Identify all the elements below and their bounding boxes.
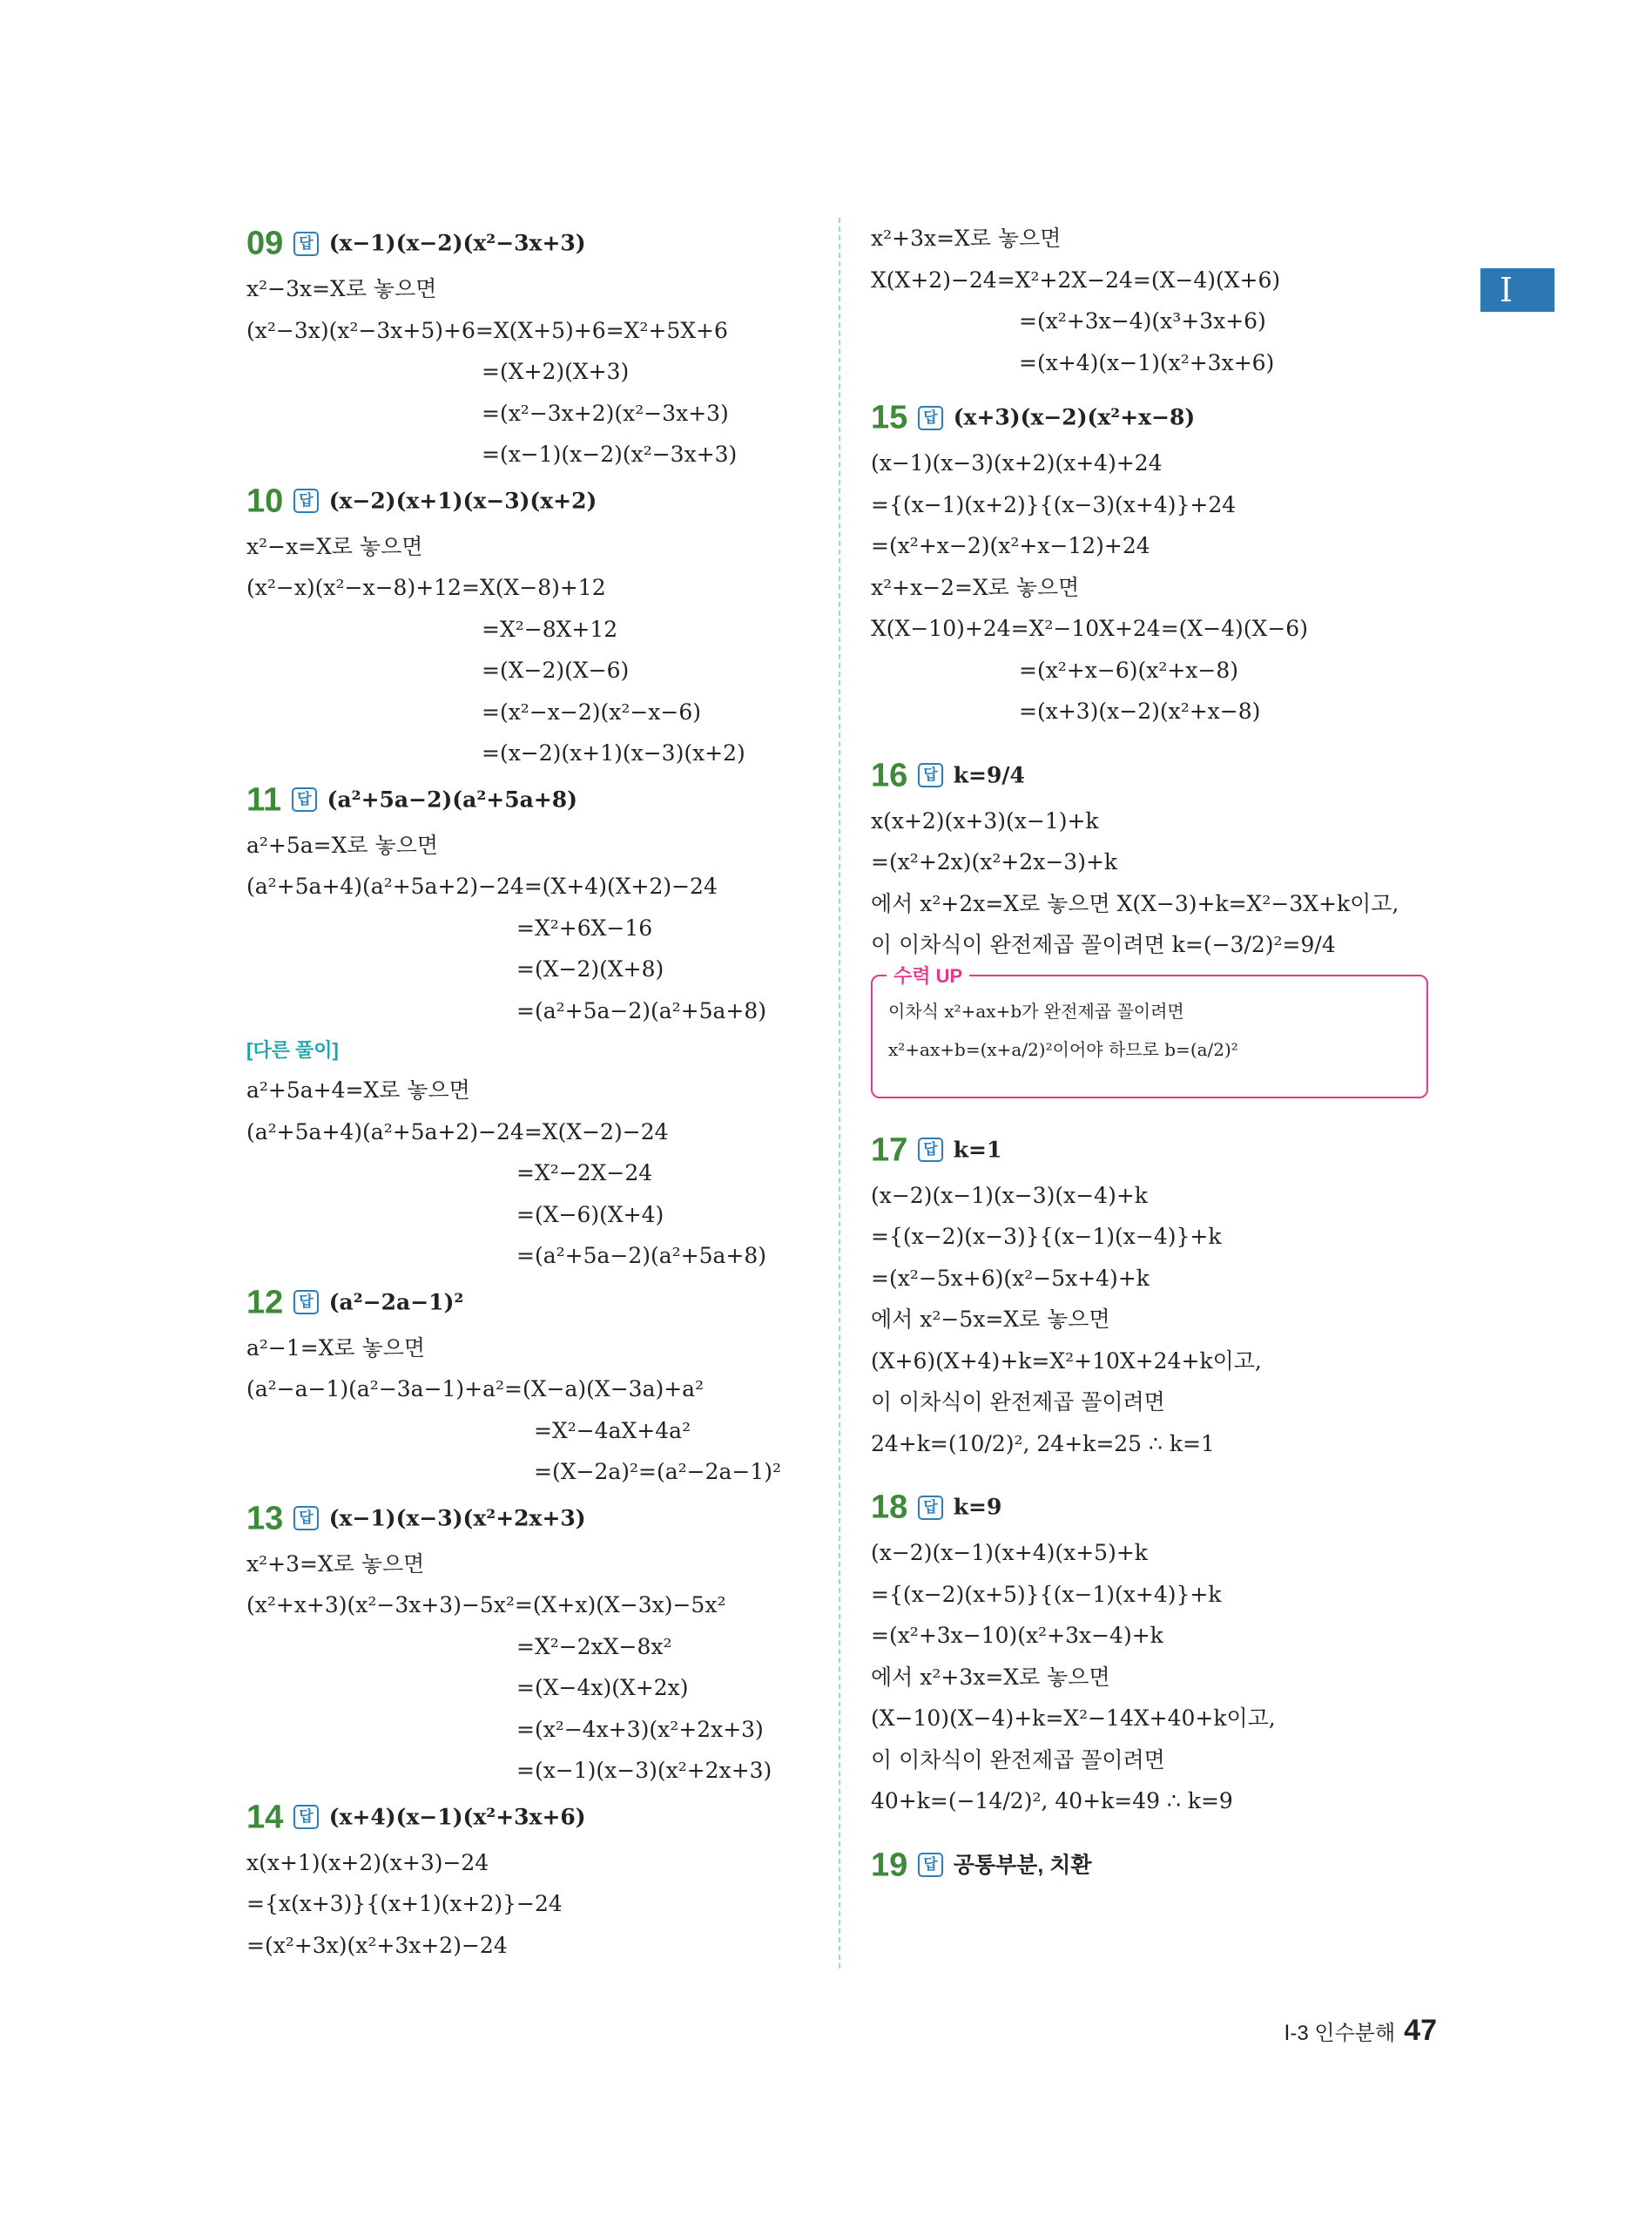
solution-line: =(x²−3x+2)(x²−3x+3) (482, 400, 729, 426)
solution-line: =(x−1)(x−2)(x²−3x+3) (482, 442, 738, 467)
problem-number: 14 (246, 1799, 284, 1835)
solution-line: (x²−3x)(x²−3x+5)+6=X(X+5)+6=X²+5X+6 (246, 317, 728, 343)
answer: (x+4)(x−1)(x²+3x+6) (328, 1804, 586, 1829)
solution-line: (a²+5a+4)(a²+5a+2)−24=(X+4)(X+2)−24 (246, 874, 718, 899)
solution-line: x²+3=X로 놓으면 (246, 1550, 425, 1577)
answer: k=9/4 (953, 762, 1025, 787)
solution-line: ={x(x+3)}{(x+1)(x+2)}−24 (246, 1891, 563, 1916)
solution-line: (x−2)(x−1)(x−3)(x−4)+k (871, 1182, 1148, 1208)
solution-line: (a²+5a+4)(a²+5a+2)−24=X(X−2)−24 (246, 1118, 669, 1145)
solution-line: (x−1)(x−3)(x+2)(x+4)+24 (871, 450, 1163, 476)
answer-tag: 답 (918, 763, 942, 787)
problem-19-header (871, 1840, 1428, 1890)
solution-line: 이 이차식이 완전제곱 꼴이려면 k=(−3/2)²=9/4 (871, 932, 1336, 957)
solution-line: =(x−1)(x−3)(x²+2x+3) (516, 1758, 772, 1783)
solution-line: =(X−4x)(X+2x) (516, 1675, 689, 1700)
solution-line: =(x+3)(x−2)(x²+x−8) (1019, 699, 1261, 724)
problem-09-header (246, 218, 821, 268)
answer-tag: 답 (292, 787, 316, 812)
problem-number: 18 (871, 1489, 908, 1526)
solution-line: x²−x=X로 놓으면 (246, 533, 423, 559)
tip-box-title: 수력 UP (887, 962, 969, 989)
problem-15-header (871, 392, 1428, 442)
solution-line: =(x−2)(x+1)(x−3)(x+2) (482, 740, 745, 766)
answer: k=9 (953, 1494, 1002, 1520)
problem-number: 09 (246, 225, 284, 262)
solution-line: x(x+2)(x+3)(x−1)+k (871, 807, 1099, 834)
problem-number: 13 (246, 1500, 284, 1536)
solution-line: 40+k=(−14/2)², 40+k=49 ∴ k=9 (871, 1788, 1233, 1813)
answer-tag: 답 (918, 1138, 942, 1162)
solution-line: (X+6)(X+4)+k=X²+10X+24+k이고, (871, 1347, 1262, 1374)
answer-tag: 답 (918, 1853, 942, 1877)
solution-line: ={(x−1)(x+2)}{(x−3)(x+4)}+24 (871, 491, 1237, 517)
solution-line: a²−1=X로 놓으면 (246, 1334, 426, 1361)
solution-line: (x²+x+3)(x²−3x+3)−5x²=(X+x)(X−3x)−5x² (246, 1592, 726, 1617)
solution-line: x²+x−2=X로 놓으면 (871, 574, 1080, 600)
solution-line: =(x²+3x−4)(x³+3x+6) (1019, 308, 1266, 334)
solution-line: =X²−8X+12 (482, 616, 618, 642)
right-column (871, 218, 1428, 1890)
solution-line: =(a²+5a−2)(a²+5a+8) (516, 1243, 767, 1268)
page-number: 47 (1404, 2014, 1437, 2047)
answer-tag: 답 (293, 489, 318, 513)
solution-line: x²+3x=X로 놓으면 (871, 226, 1062, 251)
solution-line: =(X−2a)²=(a²−2a−1)² (534, 1459, 782, 1484)
answer: k=1 (953, 1137, 1002, 1162)
solution-line: 에서 x²+3x=X로 놓으면 (871, 1664, 1110, 1690)
chapter-tab (1480, 268, 1554, 312)
problem-number: 17 (871, 1131, 908, 1168)
solution-line: 이 이차식이 완전제곱 꼴이려면 (871, 1746, 1165, 1773)
answer-tag: 답 (293, 1506, 318, 1530)
problem-number: 19 (871, 1847, 908, 1883)
problem-number: 11 (246, 781, 282, 818)
solution-line: =(x²+3x−10)(x²+3x−4)+k (871, 1623, 1163, 1648)
solution-line: ={(x−2)(x+5)}{(x−1)(x+4)}+k (871, 1581, 1222, 1607)
solution-line: =(X−2)(X−6) (482, 658, 630, 683)
solution-line: =(x+4)(x−1)(x²+3x+6) (1019, 349, 1275, 375)
tip-box (871, 964, 1428, 1098)
problem-13-header (246, 1493, 821, 1543)
problem-number: 15 (871, 399, 908, 436)
solution-line: (a²−a−1)(a²−3a−1)+a²=(X−a)(X−3a)+a² (246, 1376, 705, 1401)
solution-line: X(X−10)+24=X²−10X+24=(X−4)(X−6) (871, 616, 1308, 641)
solution-line: =X²+6X−16 (516, 915, 653, 941)
solution-line: =(x²+2x)(x²+2x−3)+k (871, 849, 1118, 875)
problem-number: 16 (871, 757, 908, 793)
solution-line: a²+5a+4=X로 놓으면 (246, 1077, 470, 1103)
answer: (a²+5a−2)(a²+5a+8) (327, 787, 577, 812)
solution-line: =(x²+3x)(x²+3x+2)−24 (246, 1932, 508, 1958)
solution-line: ={(x−2)(x−3)}{(x−1)(x−4)}+k (871, 1224, 1222, 1249)
solution-line: a²+5a=X로 놓으면 (246, 832, 438, 858)
answer: (a²−2a−1)² (328, 1289, 464, 1314)
problem-17-header (871, 1124, 1428, 1175)
answer-tag: 답 (918, 1496, 942, 1520)
solution-line: =X²−4aX+4a² (534, 1417, 691, 1443)
answer: (x−2)(x+1)(x−3)(x+2) (328, 488, 597, 513)
page-footer (1263, 2014, 1437, 2048)
solution-line: =(x²+x−2)(x²+x−12)+24 (871, 533, 1150, 558)
answer-tag: 답 (293, 232, 318, 256)
tip-line: 이차식 x²+ax+b가 완전제곱 꼴이려면 (888, 1000, 1184, 1022)
solution-line: 24+k=(10/2)², 24+k=25 ∴ k=1 (871, 1430, 1215, 1456)
chapter-tab-label: I (1500, 271, 1514, 309)
problem-10-header (246, 476, 821, 526)
solution-line: x²−3x=X로 놓으면 (246, 276, 437, 301)
solution-line: =(X−6)(X+4) (516, 1201, 664, 1227)
problem-12-header (246, 1277, 821, 1327)
solution-line: 이 이차식이 완전제곱 꼴이려면 (871, 1389, 1165, 1415)
solution-line: =(x²−x−2)(x²−x−6) (482, 699, 702, 725)
solution-line: =(X+2)(X+3) (482, 359, 630, 384)
problem-14-header (246, 1792, 821, 1842)
solution-line: =(x²−4x+3)(x²+2x+3) (516, 1716, 764, 1742)
left-column (246, 218, 821, 1966)
problem-16-header (871, 750, 1428, 800)
problem-18-header (871, 1482, 1428, 1532)
solution-line: =(X−2)(X+8) (516, 956, 664, 982)
solution-line: 에서 x²−5x=X로 놓으면 (871, 1307, 1110, 1332)
solution-line: (X−10)(X−4)+k=X²−14X+40+k이고, (871, 1705, 1276, 1731)
section-label: Ⅰ-3 인수분해 (1284, 2022, 1396, 2045)
answer-tag: 답 (918, 406, 942, 430)
answer: (x−1)(x−2)(x²−3x+3) (328, 230, 586, 256)
solution-line: =X²−2xX−8x² (516, 1633, 672, 1659)
solution-line: =(x²+x−6)(x²+x−8) (1019, 657, 1239, 683)
solution-line: =(x²−5x+6)(x²−5x+4)+k (871, 1265, 1150, 1291)
problem-number: 10 (246, 483, 284, 519)
tip-line: x²+ax+b=(x+a/2)²이어야 하므로 b=(a/2)² (888, 1038, 1238, 1060)
solution-line: X(X+2)−24=X²+2X−24=(X−4)(X+6) (871, 267, 1281, 293)
problem-11-header (246, 774, 821, 825)
solution-line: x(x+1)(x+2)(x+3)−24 (246, 1849, 489, 1875)
solution-line: 에서 x²+2x=X로 놓으면 X(X−3)+k=X²−3X+k이고, (871, 890, 1399, 916)
solution-line: =X²−2X−24 (516, 1160, 653, 1185)
answer: 공통부분, 치환 (953, 1853, 1092, 1877)
answer: (x+3)(x−2)(x²+x−8) (953, 404, 1196, 430)
answer-tag: 답 (293, 1805, 318, 1829)
problem-number: 12 (246, 1284, 284, 1320)
answer: (x−1)(x−3)(x²+2x+3) (328, 1505, 586, 1530)
column-divider (839, 218, 840, 1969)
answer-tag: 답 (293, 1290, 318, 1314)
solution-line: (x²−x)(x²−x−8)+12=X(X−8)+12 (246, 575, 606, 600)
solution-line: (x−2)(x−1)(x+4)(x+5)+k (871, 1540, 1148, 1565)
alternative-solution-label: [다른 풀이] (246, 1039, 339, 1061)
solution-line: =(a²+5a−2)(a²+5a+8) (516, 997, 767, 1023)
